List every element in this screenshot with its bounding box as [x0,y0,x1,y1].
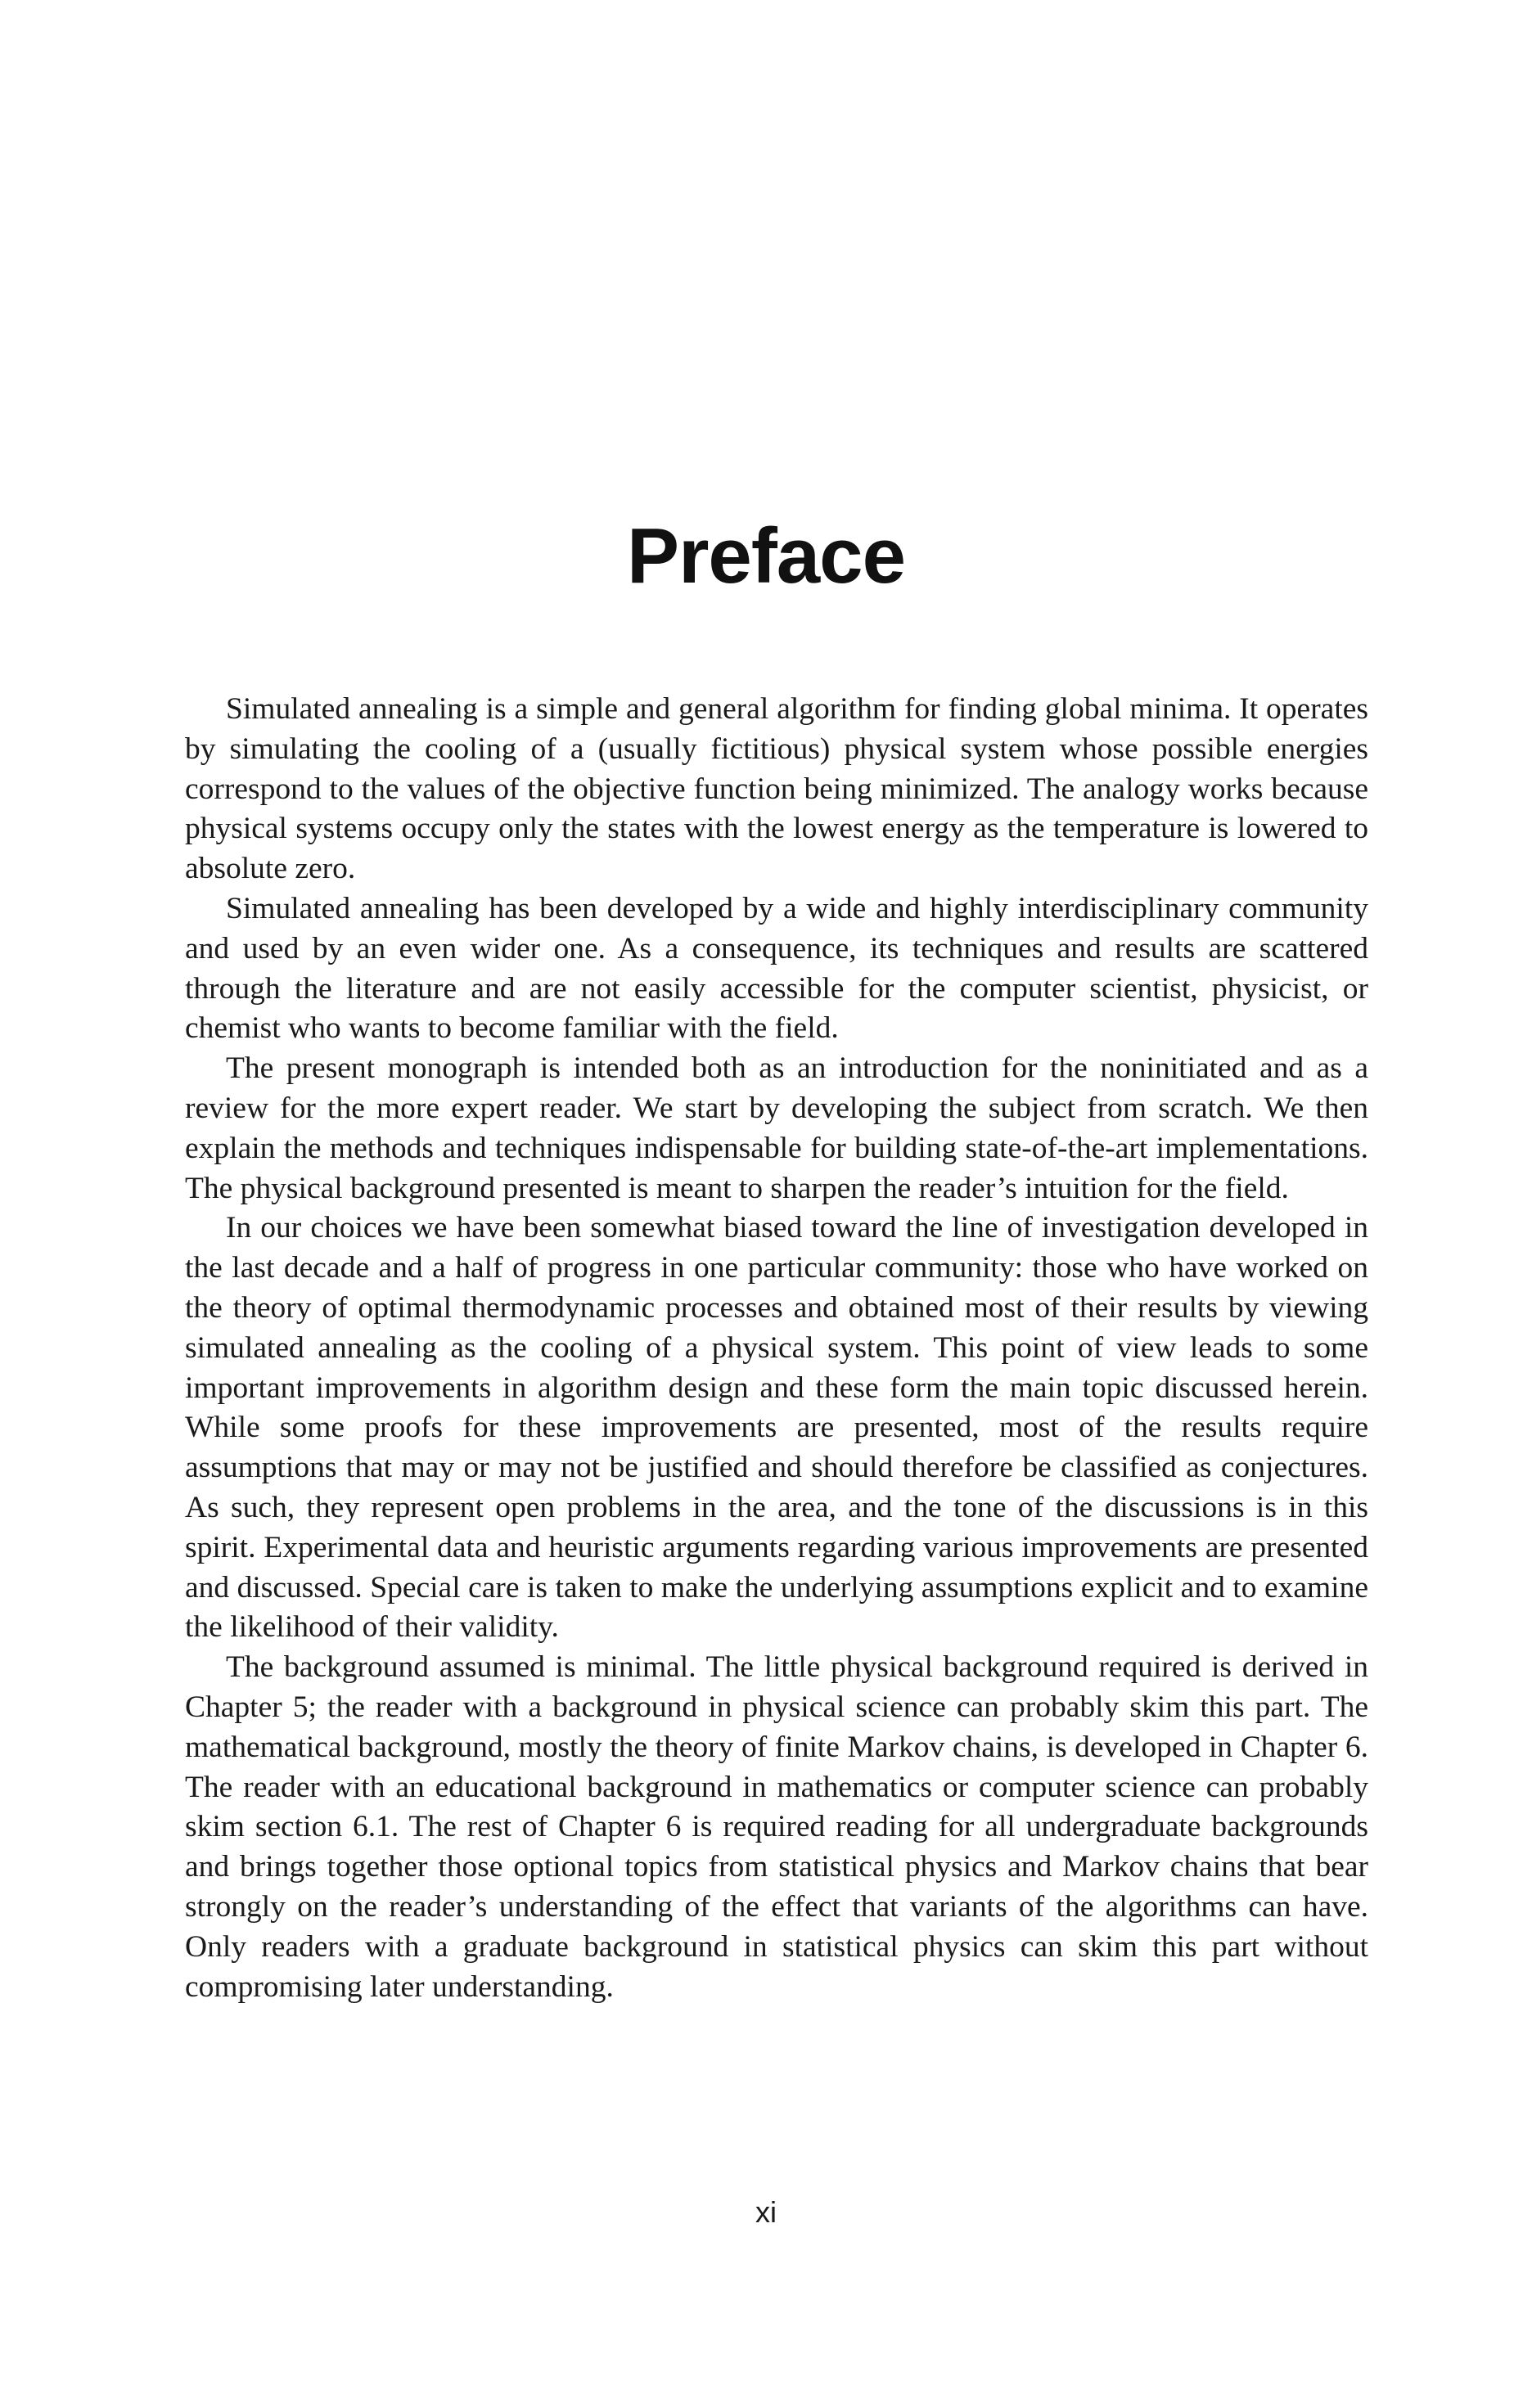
preface-body [185,690,1368,2007]
paragraph-2: Simulated annealing has been developed by a wide and highly interdisciplinary community and used by an even wider one. As a consequence, its techniques and results are scattered through the literature and are not easily accessible for the computer scientist, physicist, or chemist who wants to become familiar with the field. [185,891,1368,1046]
page-title: Preface [627,512,905,601]
paragraph-4: In our choices we have been somewhat biased toward the line of investigation developed in the last decade and a half of progress in one particular community: those who have worked on the theory of optimal thermodynamic processes and obtained most of their results by viewing simulated annealing as the cooling of a physical system. This point of view leads to some important improvements in algorithm design and these form the main topic discussed herein. While some proofs for these improvements are presented, most of the results require assumptions that may or may not be justified and should therefore be classified as conjectures. As such, they represent open problems in the area, and the tone of the discussions is in this spirit. Experimental data and heuristic arguments regarding various improvements are presented and discussed. Special care is taken to make the underlying assumptions explicit and to examine the likelihood of their validity. [185,1211,1368,1645]
paragraph-3: The present monograph is intended both as an introduction for the noninitiated and as a review for the more expert reader. We start by developing the subject from scratch. We then explain the methods and techniques indispensable for building state-of-the-art implementations. The physical background presented is meant to sharpen the reader’s intuition for the field. [185,1051,1368,1205]
page-number: xi [755,2195,777,2229]
paragraph-5: The background assumed is minimal. The little physical background required is derived in Chapter 5; the reader with a background in physical science can probably skim this part. The mathematical background, mostly the theory of finite Markov chains, is developed in Chapter 6. The reader with an educational background in mathematics or computer science can probably skim section 6.1. The rest of Chapter 6 is required reading for all undergraduate backgrounds and brings together those optional topics from statistical physics and Markov chains that bear strongly on the reader’s understanding of the effect that variants of the algorithms can have. Only readers with a graduate background in statistical physics can skim this part without compromising later understanding. [185,1650,1368,2004]
paragraph-1: Simulated annealing is a simple and general algorithm for finding global minima. It operates by simulating the cooling of a (usually fictitious) physical system whose possible energies correspond to the values of the objective function being minimized. The analogy works because physical systems occupy only the states with the lowest energy as the temperature is lowered to absolute zero. [185,692,1368,886]
